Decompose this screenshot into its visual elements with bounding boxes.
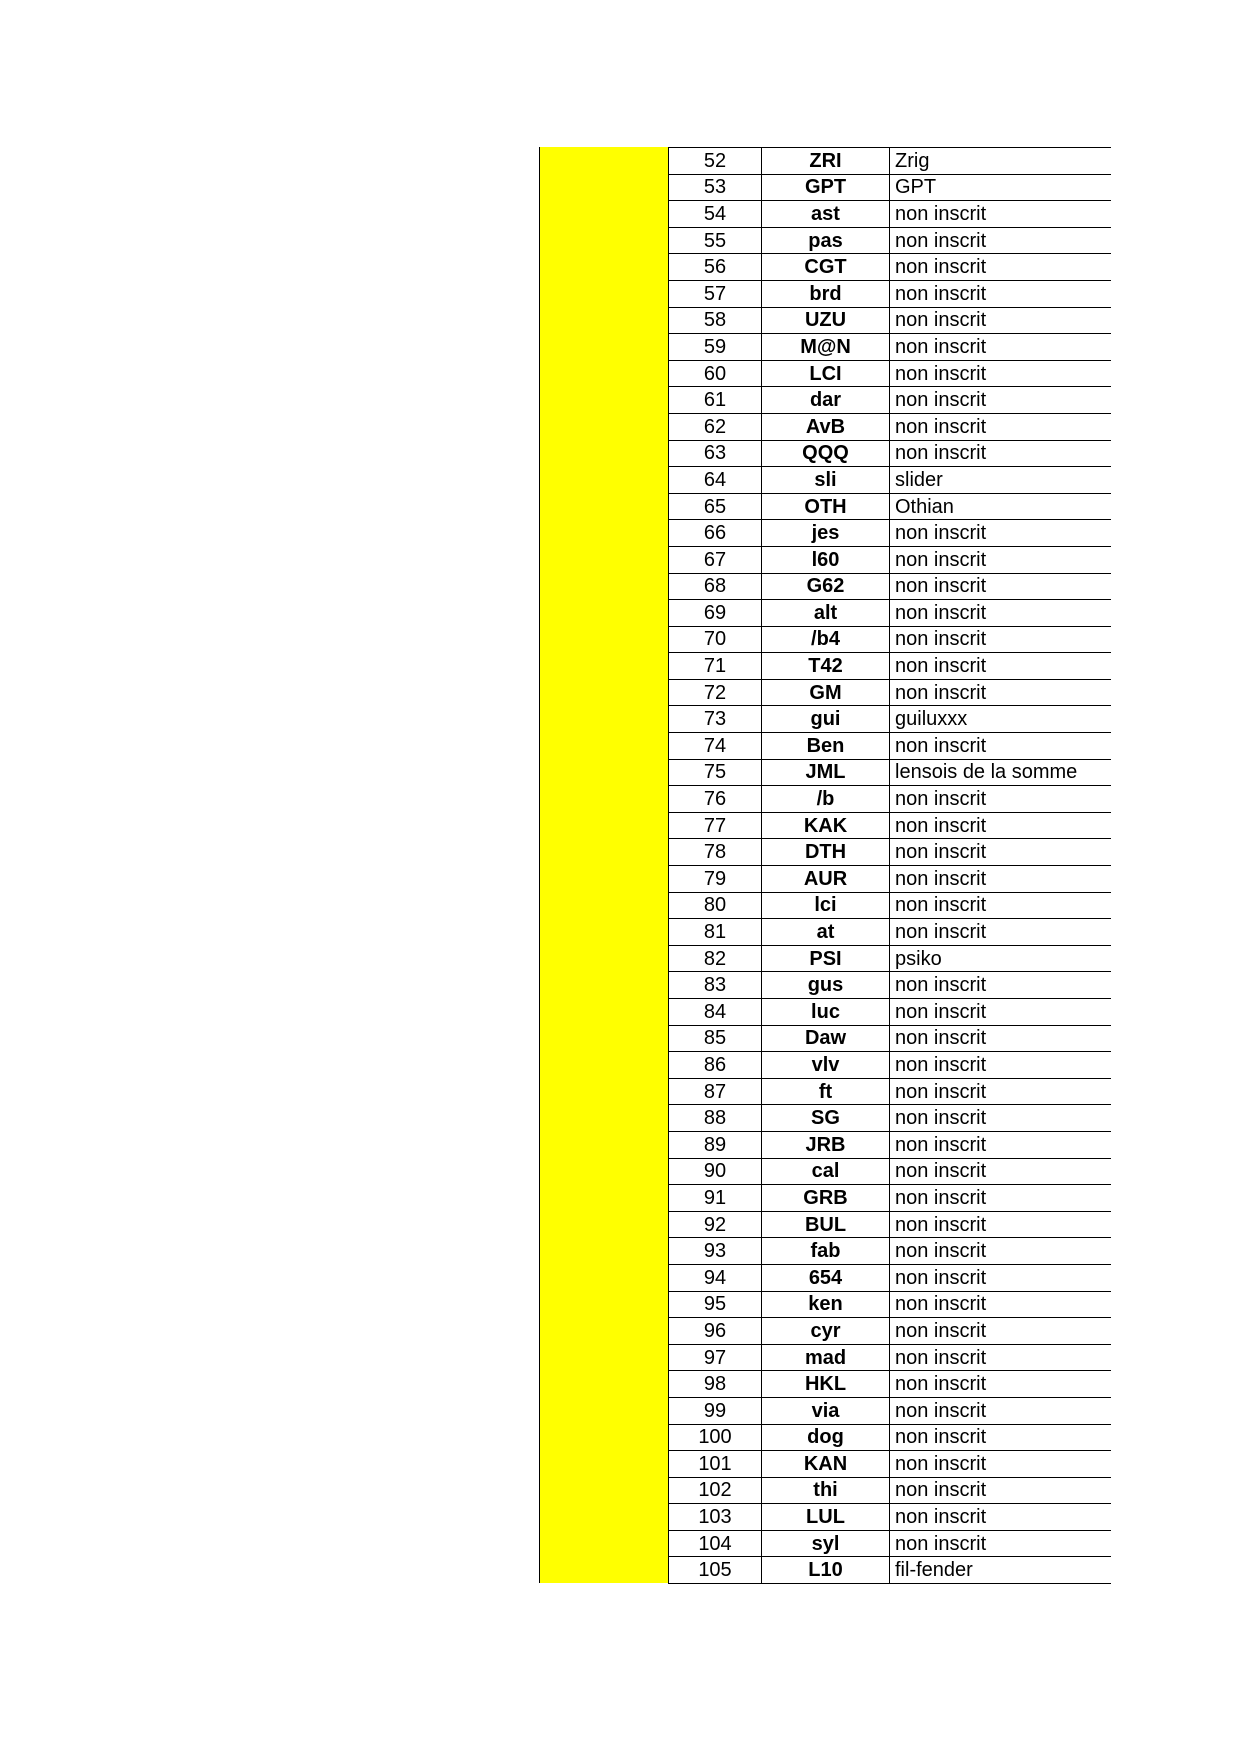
highlight-column xyxy=(539,147,669,1583)
row-number-cell: 72 xyxy=(669,679,762,706)
player-code-cell: /b4 xyxy=(762,626,890,653)
table-row xyxy=(669,546,1111,573)
row-number-cell: 104 xyxy=(669,1530,762,1557)
row-number-cell: 66 xyxy=(669,520,762,547)
player-code-cell: LUL xyxy=(762,1504,890,1531)
table-row xyxy=(669,573,1111,600)
row-number-cell: 73 xyxy=(669,706,762,733)
table-row xyxy=(669,812,1111,839)
table-row xyxy=(669,1291,1111,1318)
player-name-cell: non inscrit xyxy=(890,1264,1111,1291)
table-row xyxy=(669,174,1111,201)
row-number-cell: 53 xyxy=(669,174,762,201)
table-row xyxy=(669,280,1111,307)
row-number-cell: 59 xyxy=(669,334,762,361)
player-name-cell: non inscrit xyxy=(890,679,1111,706)
table-row xyxy=(669,839,1111,866)
player-name-cell: non inscrit xyxy=(890,1105,1111,1132)
player-code-cell: HKL xyxy=(762,1371,890,1398)
table-row xyxy=(669,520,1111,547)
player-code-cell: /b xyxy=(762,786,890,813)
player-name-cell: non inscrit xyxy=(890,227,1111,254)
player-code-cell: ken xyxy=(762,1291,890,1318)
player-code-cell: l60 xyxy=(762,546,890,573)
row-number-cell: 95 xyxy=(669,1291,762,1318)
player-name-cell: non inscrit xyxy=(890,1078,1111,1105)
player-code-cell: pas xyxy=(762,227,890,254)
row-number-cell: 57 xyxy=(669,280,762,307)
player-code-cell: LCI xyxy=(762,360,890,387)
player-name-cell: non inscrit xyxy=(890,999,1111,1026)
row-number-cell: 65 xyxy=(669,493,762,520)
row-number-cell: 105 xyxy=(669,1557,762,1584)
player-name-cell: non inscrit xyxy=(890,626,1111,653)
player-code-cell: thi xyxy=(762,1477,890,1504)
row-number-cell: 93 xyxy=(669,1238,762,1265)
table-row xyxy=(669,786,1111,813)
row-number-cell: 74 xyxy=(669,733,762,760)
table-row xyxy=(669,1344,1111,1371)
player-name-cell: non inscrit xyxy=(890,440,1111,467)
player-name-cell: non inscrit xyxy=(890,1185,1111,1212)
player-code-cell: JML xyxy=(762,759,890,786)
player-code-cell: BUL xyxy=(762,1211,890,1238)
player-table-body xyxy=(669,148,1111,1584)
table-row xyxy=(669,227,1111,254)
player-name-cell: non inscrit xyxy=(890,1291,1111,1318)
player-code-cell: gui xyxy=(762,706,890,733)
table-row xyxy=(669,600,1111,627)
player-name-cell: non inscrit xyxy=(890,600,1111,627)
player-name-cell: non inscrit xyxy=(890,733,1111,760)
row-number-cell: 71 xyxy=(669,653,762,680)
table-row xyxy=(669,413,1111,440)
player-code-cell: G62 xyxy=(762,573,890,600)
row-number-cell: 56 xyxy=(669,254,762,281)
player-code-cell: OTH xyxy=(762,493,890,520)
player-code-cell: cal xyxy=(762,1158,890,1185)
player-name-cell: non inscrit xyxy=(890,1477,1111,1504)
table-row xyxy=(669,706,1111,733)
table-row xyxy=(669,254,1111,281)
row-number-cell: 70 xyxy=(669,626,762,653)
player-code-cell: GPT xyxy=(762,174,890,201)
player-code-cell: UZU xyxy=(762,307,890,334)
table-row xyxy=(669,467,1111,494)
row-number-cell: 61 xyxy=(669,387,762,414)
row-number-cell: 69 xyxy=(669,600,762,627)
player-name-cell: non inscrit xyxy=(890,839,1111,866)
row-number-cell: 64 xyxy=(669,467,762,494)
row-number-cell: 90 xyxy=(669,1158,762,1185)
row-number-cell: 86 xyxy=(669,1052,762,1079)
player-code-cell: KAN xyxy=(762,1451,890,1478)
table-row xyxy=(669,999,1111,1026)
player-name-cell: non inscrit xyxy=(890,1158,1111,1185)
table-row xyxy=(669,866,1111,893)
player-code-cell: at xyxy=(762,919,890,946)
row-number-cell: 55 xyxy=(669,227,762,254)
player-name-cell: non inscrit xyxy=(890,334,1111,361)
player-name-cell: guiluxxx xyxy=(890,706,1111,733)
player-name-cell: non inscrit xyxy=(890,254,1111,281)
table-row xyxy=(669,1052,1111,1079)
table-row xyxy=(669,148,1111,175)
player-code-cell: QQQ xyxy=(762,440,890,467)
row-number-cell: 68 xyxy=(669,573,762,600)
player-name-cell: non inscrit xyxy=(890,786,1111,813)
player-code-cell: gus xyxy=(762,972,890,999)
player-code-cell: sli xyxy=(762,467,890,494)
table-row xyxy=(669,679,1111,706)
player-code-cell: lci xyxy=(762,892,890,919)
player-name-cell: GPT xyxy=(890,174,1111,201)
player-code-cell: DTH xyxy=(762,839,890,866)
table-row xyxy=(669,1318,1111,1345)
player-name-cell: psiko xyxy=(890,945,1111,972)
player-code-cell: fab xyxy=(762,1238,890,1265)
player-code-cell: T42 xyxy=(762,653,890,680)
player-name-cell: non inscrit xyxy=(890,201,1111,228)
player-name-cell: non inscrit xyxy=(890,919,1111,946)
row-number-cell: 78 xyxy=(669,839,762,866)
player-code-cell: vlv xyxy=(762,1052,890,1079)
table-row xyxy=(669,1557,1111,1584)
player-code-cell: alt xyxy=(762,600,890,627)
table-row xyxy=(669,1264,1111,1291)
player-code-cell: dar xyxy=(762,387,890,414)
row-number-cell: 63 xyxy=(669,440,762,467)
row-number-cell: 98 xyxy=(669,1371,762,1398)
player-code-cell: jes xyxy=(762,520,890,547)
table-row xyxy=(669,1078,1111,1105)
player-code-cell: 654 xyxy=(762,1264,890,1291)
table-row xyxy=(669,1185,1111,1212)
table-row xyxy=(669,1397,1111,1424)
player-code-cell: JRB xyxy=(762,1131,890,1158)
player-name-cell: non inscrit xyxy=(890,1131,1111,1158)
row-number-cell: 76 xyxy=(669,786,762,813)
table-row xyxy=(669,387,1111,414)
player-code-cell: cyr xyxy=(762,1318,890,1345)
table-row xyxy=(669,653,1111,680)
row-number-cell: 87 xyxy=(669,1078,762,1105)
table-row xyxy=(669,201,1111,228)
player-code-cell: PSI xyxy=(762,945,890,972)
table-row xyxy=(669,892,1111,919)
table-row xyxy=(669,626,1111,653)
row-number-cell: 84 xyxy=(669,999,762,1026)
row-number-cell: 94 xyxy=(669,1264,762,1291)
table-row xyxy=(669,733,1111,760)
row-number-cell: 89 xyxy=(669,1131,762,1158)
table-row xyxy=(669,1211,1111,1238)
row-number-cell: 92 xyxy=(669,1211,762,1238)
table-row xyxy=(669,1025,1111,1052)
player-name-cell: non inscrit xyxy=(890,1025,1111,1052)
row-number-cell: 100 xyxy=(669,1424,762,1451)
table-row xyxy=(669,1451,1111,1478)
player-name-cell: non inscrit xyxy=(890,360,1111,387)
table-row xyxy=(669,919,1111,946)
row-number-cell: 54 xyxy=(669,201,762,228)
table-row xyxy=(669,1238,1111,1265)
row-number-cell: 58 xyxy=(669,307,762,334)
table-row xyxy=(669,1131,1111,1158)
player-code-cell: KAK xyxy=(762,812,890,839)
player-name-cell: slider xyxy=(890,467,1111,494)
player-code-cell: M@N xyxy=(762,334,890,361)
row-number-cell: 82 xyxy=(669,945,762,972)
player-code-cell: Daw xyxy=(762,1025,890,1052)
player-name-cell: non inscrit xyxy=(890,573,1111,600)
player-code-cell: GM xyxy=(762,679,890,706)
player-name-cell: non inscrit xyxy=(890,1052,1111,1079)
row-number-cell: 67 xyxy=(669,546,762,573)
player-code-cell: dog xyxy=(762,1424,890,1451)
player-name-cell: lensois de la somme xyxy=(890,759,1111,786)
player-table xyxy=(668,147,1111,1584)
row-number-cell: 81 xyxy=(669,919,762,946)
player-name-cell: non inscrit xyxy=(890,1318,1111,1345)
player-name-cell: non inscrit xyxy=(890,892,1111,919)
player-code-cell: via xyxy=(762,1397,890,1424)
table-row xyxy=(669,493,1111,520)
table-row xyxy=(669,440,1111,467)
player-name-cell: fil-fender xyxy=(890,1557,1111,1584)
table-row xyxy=(669,1504,1111,1531)
player-name-cell: non inscrit xyxy=(890,520,1111,547)
row-number-cell: 62 xyxy=(669,413,762,440)
player-name-cell: non inscrit xyxy=(890,1530,1111,1557)
row-number-cell: 99 xyxy=(669,1397,762,1424)
row-number-cell: 77 xyxy=(669,812,762,839)
table-row xyxy=(669,1158,1111,1185)
row-number-cell: 60 xyxy=(669,360,762,387)
row-number-cell: 52 xyxy=(669,148,762,175)
player-name-cell: Zrig xyxy=(890,148,1111,175)
player-name-cell: non inscrit xyxy=(890,413,1111,440)
row-number-cell: 75 xyxy=(669,759,762,786)
table-row xyxy=(669,759,1111,786)
player-name-cell: non inscrit xyxy=(890,280,1111,307)
row-number-cell: 85 xyxy=(669,1025,762,1052)
player-name-cell: non inscrit xyxy=(890,1238,1111,1265)
row-number-cell: 96 xyxy=(669,1318,762,1345)
row-number-cell: 91 xyxy=(669,1185,762,1212)
row-number-cell: 103 xyxy=(669,1504,762,1531)
player-code-cell: ast xyxy=(762,201,890,228)
row-number-cell: 102 xyxy=(669,1477,762,1504)
table-row xyxy=(669,334,1111,361)
row-number-cell: 80 xyxy=(669,892,762,919)
player-name-cell: non inscrit xyxy=(890,972,1111,999)
table-row xyxy=(669,1477,1111,1504)
player-name-cell: non inscrit xyxy=(890,1397,1111,1424)
player-code-cell: SG xyxy=(762,1105,890,1132)
table-row xyxy=(669,945,1111,972)
table-row xyxy=(669,1530,1111,1557)
table-row xyxy=(669,1105,1111,1132)
row-number-cell: 79 xyxy=(669,866,762,893)
player-code-cell: mad xyxy=(762,1344,890,1371)
player-name-cell: non inscrit xyxy=(890,812,1111,839)
player-name-cell: non inscrit xyxy=(890,1504,1111,1531)
player-code-cell: syl xyxy=(762,1530,890,1557)
player-name-cell: non inscrit xyxy=(890,387,1111,414)
row-number-cell: 83 xyxy=(669,972,762,999)
player-name-cell: non inscrit xyxy=(890,1424,1111,1451)
player-code-cell: CGT xyxy=(762,254,890,281)
player-code-cell: brd xyxy=(762,280,890,307)
row-number-cell: 88 xyxy=(669,1105,762,1132)
player-code-cell: L10 xyxy=(762,1557,890,1584)
player-code-cell: ft xyxy=(762,1078,890,1105)
player-name-cell: non inscrit xyxy=(890,866,1111,893)
table-row xyxy=(669,1371,1111,1398)
player-name-cell: non inscrit xyxy=(890,1344,1111,1371)
player-code-cell: Ben xyxy=(762,733,890,760)
table-row xyxy=(669,307,1111,334)
player-name-cell: non inscrit xyxy=(890,1211,1111,1238)
table-row xyxy=(669,360,1111,387)
player-code-cell: ZRI xyxy=(762,148,890,175)
row-number-cell: 97 xyxy=(669,1344,762,1371)
table-row xyxy=(669,1424,1111,1451)
player-name-cell: non inscrit xyxy=(890,1371,1111,1398)
player-code-cell: AvB xyxy=(762,413,890,440)
player-name-cell: non inscrit xyxy=(890,307,1111,334)
player-name-cell: Othian xyxy=(890,493,1111,520)
player-code-cell: luc xyxy=(762,999,890,1026)
player-name-cell: non inscrit xyxy=(890,1451,1111,1478)
row-number-cell: 101 xyxy=(669,1451,762,1478)
player-code-cell: GRB xyxy=(762,1185,890,1212)
player-code-cell: AUR xyxy=(762,866,890,893)
table-row xyxy=(669,972,1111,999)
player-name-cell: non inscrit xyxy=(890,653,1111,680)
player-name-cell: non inscrit xyxy=(890,546,1111,573)
